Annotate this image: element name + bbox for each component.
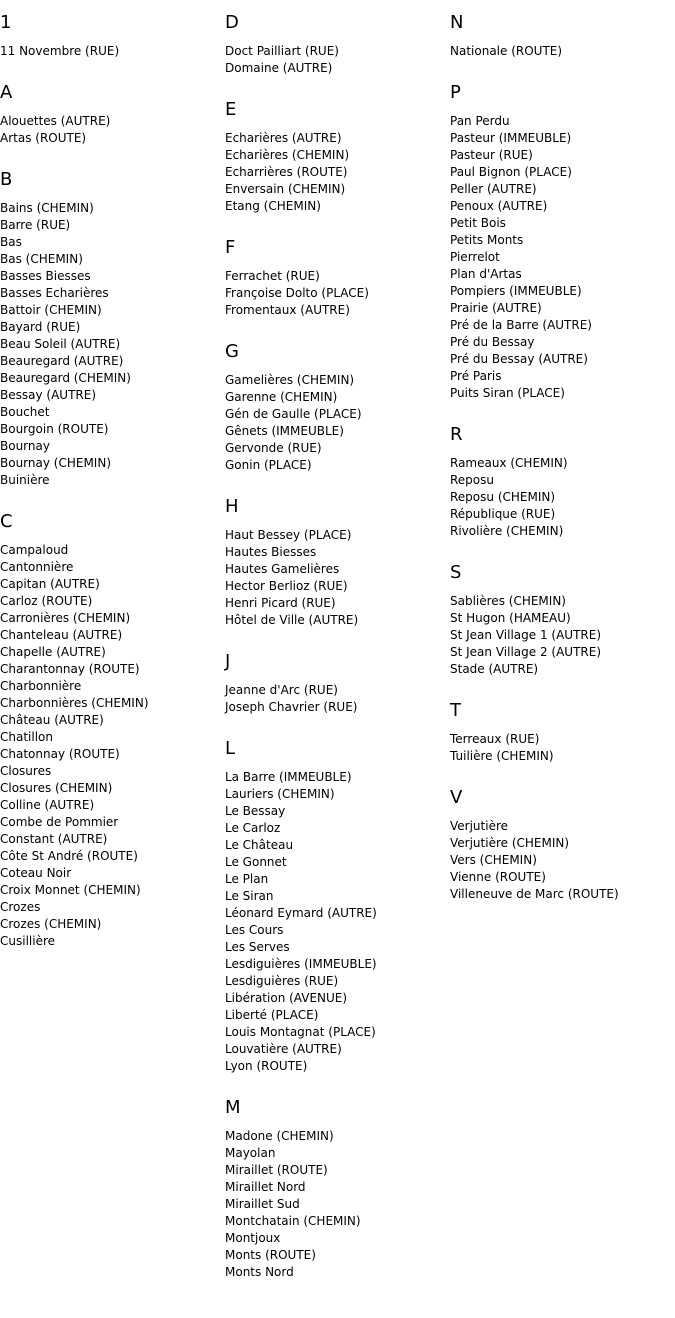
section-letter-heading: V: [450, 787, 463, 808]
street-item: Bouchet: [0, 405, 50, 419]
street-item: Lauriers (CHEMIN): [225, 787, 335, 801]
street-item: Colline (AUTRE): [0, 798, 95, 812]
section-p: [450, 81, 675, 402]
street-item: Prairie (AUTRE): [450, 301, 542, 315]
street-item: Basses Echarières: [0, 286, 109, 300]
section-letter-heading: D: [225, 12, 239, 33]
street-item: Villeneuve de Marc (ROUTE): [450, 887, 619, 901]
street-item: Bournay: [0, 439, 50, 453]
street-item: Chatillon: [0, 730, 53, 744]
section-letter-heading: H: [225, 496, 239, 517]
street-item: Bas: [0, 235, 22, 249]
section-m: [225, 1096, 450, 1281]
section-letter-heading: S: [450, 562, 462, 583]
street-item: Tuilière (CHEMIN): [450, 749, 554, 763]
street-item: Coteau Noir: [0, 866, 72, 880]
street-item: Bayard (RUE): [0, 320, 81, 334]
section-letter-heading: L: [225, 738, 236, 759]
section-g: [225, 340, 450, 474]
street-item: 11 Novembre (RUE): [0, 44, 120, 58]
street-item: St Jean Village 2 (AUTRE): [450, 645, 602, 659]
street-item: Hôtel de Ville (AUTRE): [225, 613, 359, 627]
street-item: Les Cours: [225, 923, 284, 937]
street-item: Pré de la Barre (AUTRE): [450, 318, 592, 332]
street-item: Hector Berlioz (RUE): [225, 579, 348, 593]
street-item: Le Carloz: [225, 821, 281, 835]
street-item: Fromentaux (AUTRE): [225, 303, 350, 317]
section-j: [225, 650, 450, 716]
street-item: Basses Biesses: [0, 269, 91, 283]
street-item: Pasteur (RUE): [450, 148, 533, 162]
section-letter-heading: 1: [0, 12, 12, 33]
street-item: Hautes Biesses: [225, 545, 317, 559]
street-item: Louvatière (AUTRE): [225, 1042, 342, 1056]
street-item: Bessay (AUTRE): [0, 388, 96, 402]
street-item: République (RUE): [450, 507, 556, 521]
street-item: Miraillet (ROUTE): [225, 1163, 328, 1177]
street-item: La Barre (IMMEUBLE): [225, 770, 352, 784]
street-item: Chapelle (AUTRE): [0, 645, 106, 659]
street-item: Closures (CHEMIN): [0, 781, 113, 795]
section-r: [450, 423, 675, 540]
street-item: Petit Bois: [450, 216, 506, 230]
street-item: Etang (CHEMIN): [225, 199, 321, 213]
street-item: Monts Nord: [225, 1265, 294, 1279]
street-item: Bourgoin (ROUTE): [0, 422, 109, 436]
street-item: Terreaux (RUE): [450, 732, 540, 746]
street-item: Sablières (CHEMIN): [450, 594, 566, 608]
street-item: Pasteur (IMMEUBLE): [450, 131, 572, 145]
section-b: [0, 168, 225, 489]
street-item: Monts (ROUTE): [225, 1248, 316, 1262]
street-item: Le Bessay: [225, 804, 286, 818]
street-item: Alouettes (AUTRE): [0, 114, 111, 128]
street-item: Beauregard (CHEMIN): [0, 371, 131, 385]
section-letter-heading: G: [225, 341, 239, 362]
street-item: Combe de Pommier: [0, 815, 119, 829]
section-letter-heading: R: [450, 424, 463, 445]
street-item: Françoise Dolto (PLACE): [225, 286, 369, 300]
street-item: Lyon (ROUTE): [225, 1059, 308, 1073]
section-letter-heading: T: [450, 700, 461, 721]
street-item: Plan d'Artas: [450, 267, 522, 281]
street-item: Pré du Bessay (AUTRE): [450, 352, 588, 366]
section-letter-heading: E: [225, 99, 237, 120]
section-c: [0, 510, 225, 950]
street-item: Enversain (CHEMIN): [225, 182, 346, 196]
section-letter-heading: P: [450, 82, 461, 103]
street-item: Madone (CHEMIN): [225, 1129, 334, 1143]
street-item: Constant (AUTRE): [0, 832, 108, 846]
street-item: Capitan (AUTRE): [0, 577, 100, 591]
street-item: Stade (AUTRE): [450, 662, 539, 676]
street-item: Battoir (CHEMIN): [0, 303, 102, 317]
street-item: Vers (CHEMIN): [450, 853, 537, 867]
street-item: Charbonnière: [0, 679, 82, 693]
street-item: Chatonnay (ROUTE): [0, 747, 120, 761]
street-item: Bournay (CHEMIN): [0, 456, 111, 470]
street-item: Closures: [0, 764, 52, 778]
section-a: [0, 81, 225, 147]
street-item: Reposu: [450, 473, 494, 487]
street-item: Pré du Bessay: [450, 335, 535, 349]
street-item: Cantonnière: [0, 560, 74, 574]
street-item: Montjoux: [225, 1231, 281, 1245]
street-item: Louis Montagnat (PLACE): [225, 1025, 376, 1039]
street-item: Echarières (AUTRE): [225, 131, 342, 145]
section-s: [450, 561, 675, 678]
street-item: St Jean Village 1 (AUTRE): [450, 628, 602, 642]
street-item: Croix Monnet (CHEMIN): [0, 883, 141, 897]
section-letter-heading: J: [225, 651, 231, 672]
street-item: Ferrachet (RUE): [225, 269, 320, 283]
street-item: Les Serves: [225, 940, 290, 954]
street-item: Le Gonnet: [225, 855, 287, 869]
street-item: Libération (AVENUE): [225, 991, 348, 1005]
street-item: Lesdiguières (RUE): [225, 974, 339, 988]
street-item: Nationale (ROUTE): [450, 44, 563, 58]
column-3: [450, 11, 675, 924]
street-item: Echarrières (ROUTE): [225, 165, 348, 179]
section-l: [225, 737, 450, 1075]
street-item: Le Plan: [225, 872, 269, 886]
street-item: Le Siran: [225, 889, 274, 903]
street-item: Pré Paris: [450, 369, 502, 383]
street-item: Cusillière: [0, 934, 56, 948]
street-item: Léonard Eymard (AUTRE): [225, 906, 377, 920]
street-item: Carronières (CHEMIN): [0, 611, 131, 625]
street-item: Peller (AUTRE): [450, 182, 537, 196]
street-item: Vienne (ROUTE): [450, 870, 546, 884]
street-item: Reposu (CHEMIN): [450, 490, 556, 504]
street-item: Artas (ROUTE): [0, 131, 87, 145]
street-item: Miraillet Sud: [225, 1197, 300, 1211]
street-item: Côte St André (ROUTE): [0, 849, 138, 863]
street-item: Campaloud: [0, 543, 69, 557]
section-letter-heading: F: [225, 237, 236, 258]
street-item: Hautes Gamelières: [225, 562, 340, 576]
street-item: Domaine (AUTRE): [225, 61, 333, 75]
street-item: Le Château: [225, 838, 294, 852]
street-item: Haut Bessey (PLACE): [225, 528, 352, 542]
street-item: Crozes: [0, 900, 41, 914]
street-item: Lesdiguières (IMMEUBLE): [225, 957, 377, 971]
street-item: Puits Siran (PLACE): [450, 386, 565, 400]
street-item: Mayolan: [225, 1146, 276, 1160]
column-1: [0, 11, 225, 971]
street-item: Buinière: [0, 473, 50, 487]
street-item: Charantonnay (ROUTE): [0, 662, 140, 676]
street-item: Gonin (PLACE): [225, 458, 312, 472]
street-item: Garenne (CHEMIN): [225, 390, 338, 404]
street-item: Paul Bignon (PLACE): [450, 165, 572, 179]
section-letter-heading: B: [0, 169, 13, 190]
section-letter-heading: A: [0, 82, 13, 103]
section-letter-heading: M: [225, 1097, 241, 1118]
street-item: Crozes (CHEMIN): [0, 917, 102, 931]
street-item: Verjutière (CHEMIN): [450, 836, 570, 850]
street-item: Rivolière (CHEMIN): [450, 524, 564, 538]
street-item: Miraillet Nord: [225, 1180, 306, 1194]
street-item: Echarières (CHEMIN): [225, 148, 350, 162]
street-item: Pan Perdu: [450, 114, 510, 128]
street-item: Gervonde (RUE): [225, 441, 322, 455]
street-item: Liberté (PLACE): [225, 1008, 319, 1022]
street-item: Joseph Chavrier (RUE): [225, 700, 358, 714]
street-item: Carloz (ROUTE): [0, 594, 93, 608]
street-item: Henri Picard (RUE): [225, 596, 336, 610]
street-item: St Hugon (HAMEAU): [450, 611, 571, 625]
street-item: Bas (CHEMIN): [0, 252, 83, 266]
section-n: [450, 11, 675, 60]
column-2: [225, 11, 450, 1302]
section-t: [450, 699, 675, 765]
section-v: [450, 786, 675, 903]
section-1: [0, 11, 225, 60]
street-item: Penoux (AUTRE): [450, 199, 548, 213]
street-item: Pierrelot: [450, 250, 500, 264]
section-letter-heading: N: [450, 12, 464, 33]
section-e: [225, 98, 450, 215]
section-h: [225, 495, 450, 629]
street-item: Chanteleau (AUTRE): [0, 628, 123, 642]
street-item: Doct Pailliart (RUE): [225, 44, 339, 58]
street-item: Jeanne d'Arc (RUE): [225, 683, 338, 697]
section-d: [225, 11, 450, 77]
section-letter-heading: C: [0, 511, 13, 532]
street-item: Barre (RUE): [0, 218, 71, 232]
section-f: [225, 236, 450, 319]
street-item: Beauregard (AUTRE): [0, 354, 124, 368]
street-item: Verjutière: [450, 819, 509, 833]
street-item: Montchatain (CHEMIN): [225, 1214, 361, 1228]
street-item: Gamelières (CHEMIN): [225, 373, 355, 387]
street-item: Charbonnières (CHEMIN): [0, 696, 149, 710]
street-item: Gênets (IMMEUBLE): [225, 424, 344, 438]
street-item: Bains (CHEMIN): [0, 201, 94, 215]
street-item: Beau Soleil (AUTRE): [0, 337, 121, 351]
street-item: Pompiers (IMMEUBLE): [450, 284, 582, 298]
street-item: Gén de Gaulle (PLACE): [225, 407, 362, 421]
street-item: Rameaux (CHEMIN): [450, 456, 568, 470]
street-item: Château (AUTRE): [0, 713, 104, 727]
street-item: Petits Monts: [450, 233, 524, 247]
